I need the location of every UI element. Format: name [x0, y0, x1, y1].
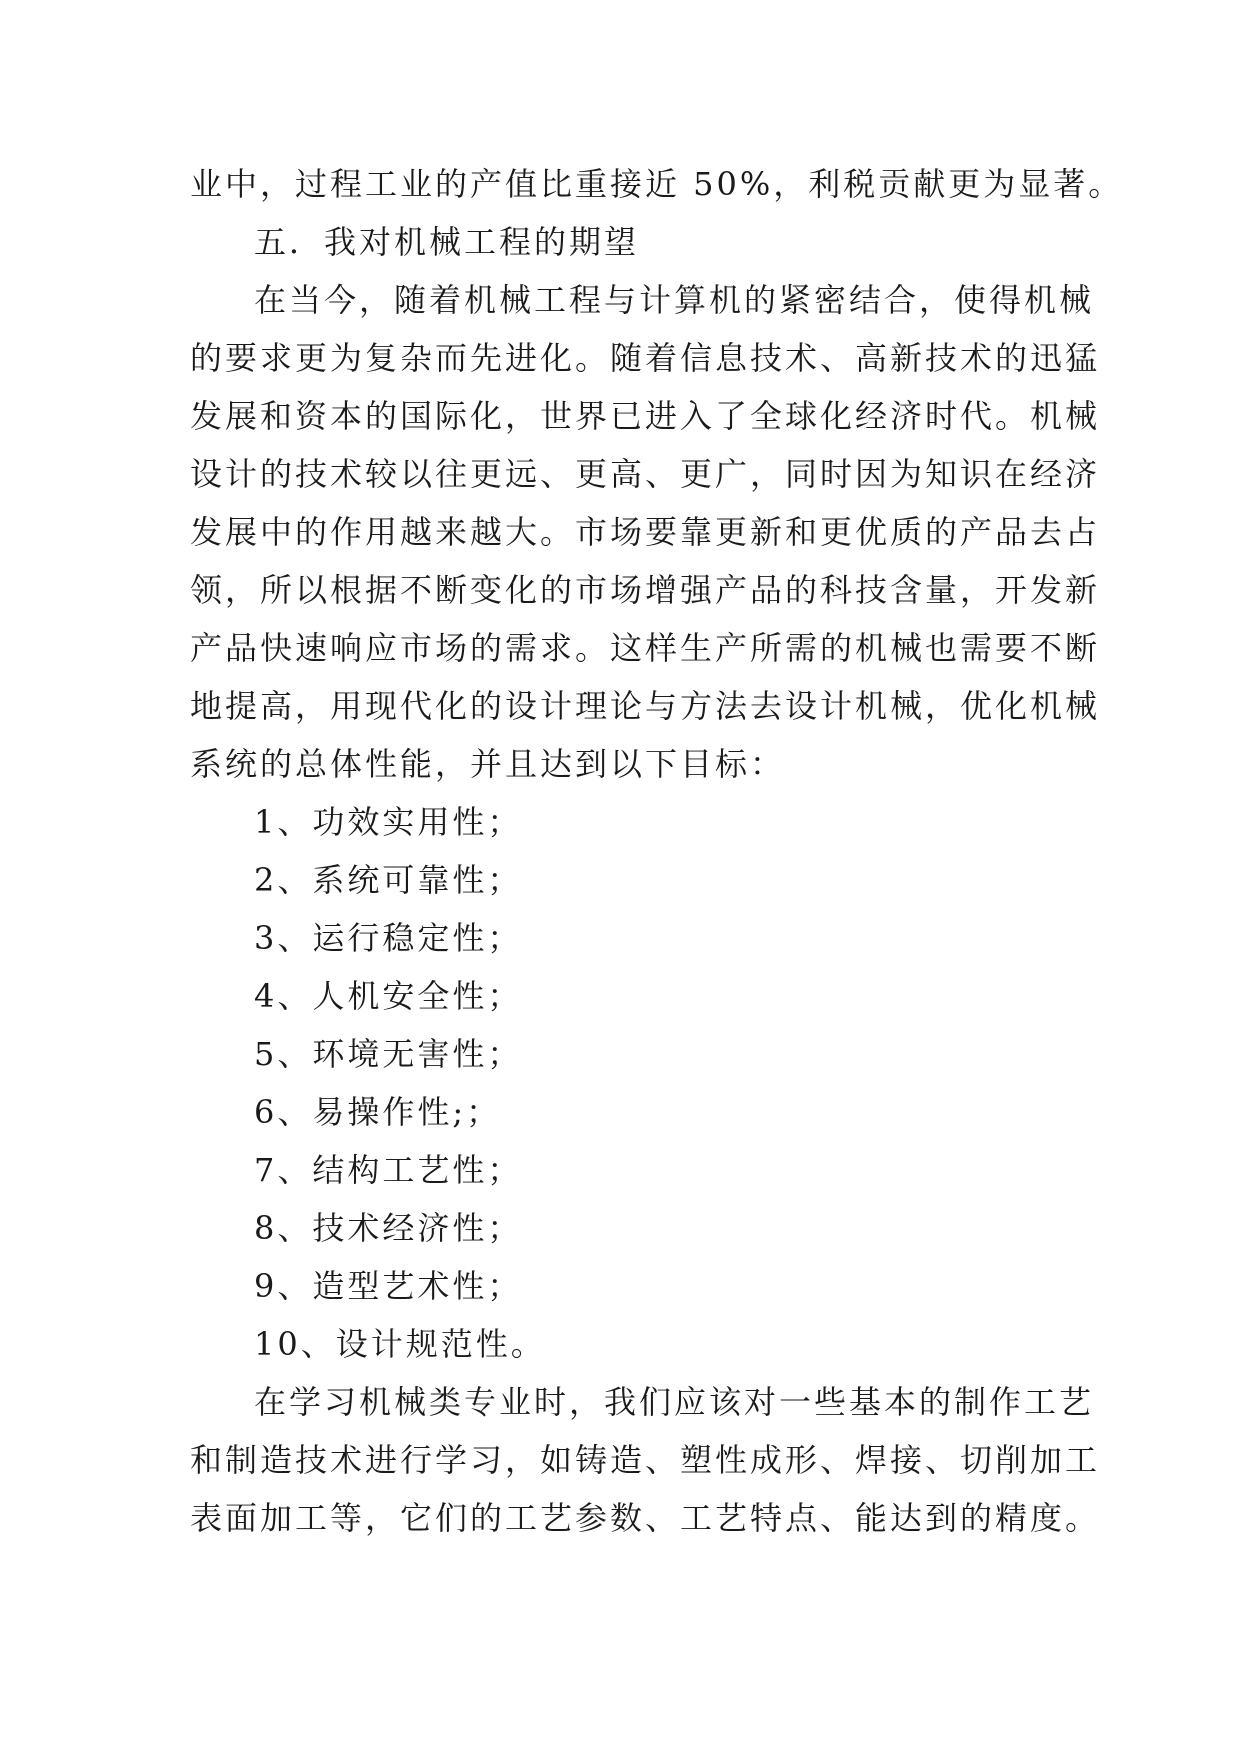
text-line: 2、系统可靠性； [254, 861, 523, 899]
text-line: 1、功效实用性； [254, 803, 523, 841]
text-line: 领，所以根据不断变化的市场增强产品的科技含量，开发新 [190, 571, 1101, 609]
text-line: 9、造型艺术性； [254, 1267, 523, 1305]
text-line: 6、易操作性;； [254, 1093, 502, 1131]
text-line: 8、技术经济性； [254, 1209, 523, 1247]
text-line: 的要求更为复杂而先进化。随着信息技术、高新技术的迅猛 [190, 339, 1101, 377]
text-line: 系统的总体性能，并且达到以下目标： [190, 745, 786, 783]
text-line: 发展和资本的国际化，世界已进入了全球化经济时代。机械 [190, 397, 1101, 435]
text-line: 业中，过程工业的产值比重接近 50%，利税贡献更为显著。 [190, 165, 1124, 203]
text-line: 10、设计规范性。 [254, 1325, 546, 1363]
text-line: 五．我对机械工程的期望 [254, 223, 640, 261]
text-line: 3、运行稳定性； [254, 919, 523, 957]
text-line: 设计的技术较以往更远、更高、更广，同时因为知识在经济 [190, 455, 1101, 493]
document-body [190, 155, 1124, 1547]
text-line: 在当今，随着机械工程与计算机的紧密结合，使得机械 [254, 281, 1095, 319]
text-line: 7、结构工艺性； [254, 1151, 523, 1189]
text-line: 5、环境无害性； [254, 1035, 523, 1073]
text-line: 和制造技术进行学习，如铸造、塑性成形、焊接、切削加工 [190, 1441, 1101, 1479]
text-line: 发展中的作用越来越大。市场要靠更新和更优质的产品去占 [190, 513, 1101, 551]
text-line: 产品快速响应市场的需求。这样生产所需的机械也需要不断 [190, 629, 1101, 667]
text-line: 4、人机安全性； [254, 977, 523, 1015]
text-line: 在学习机械类专业时，我们应该对一些基本的制作工艺 [254, 1383, 1095, 1421]
text-line: 表面加工等，它们的工艺参数、工艺特点、能达到的精度。 [190, 1499, 1101, 1537]
text-line: 地提高，用现代化的设计理论与方法去设计机械，优化机械 [190, 687, 1101, 725]
